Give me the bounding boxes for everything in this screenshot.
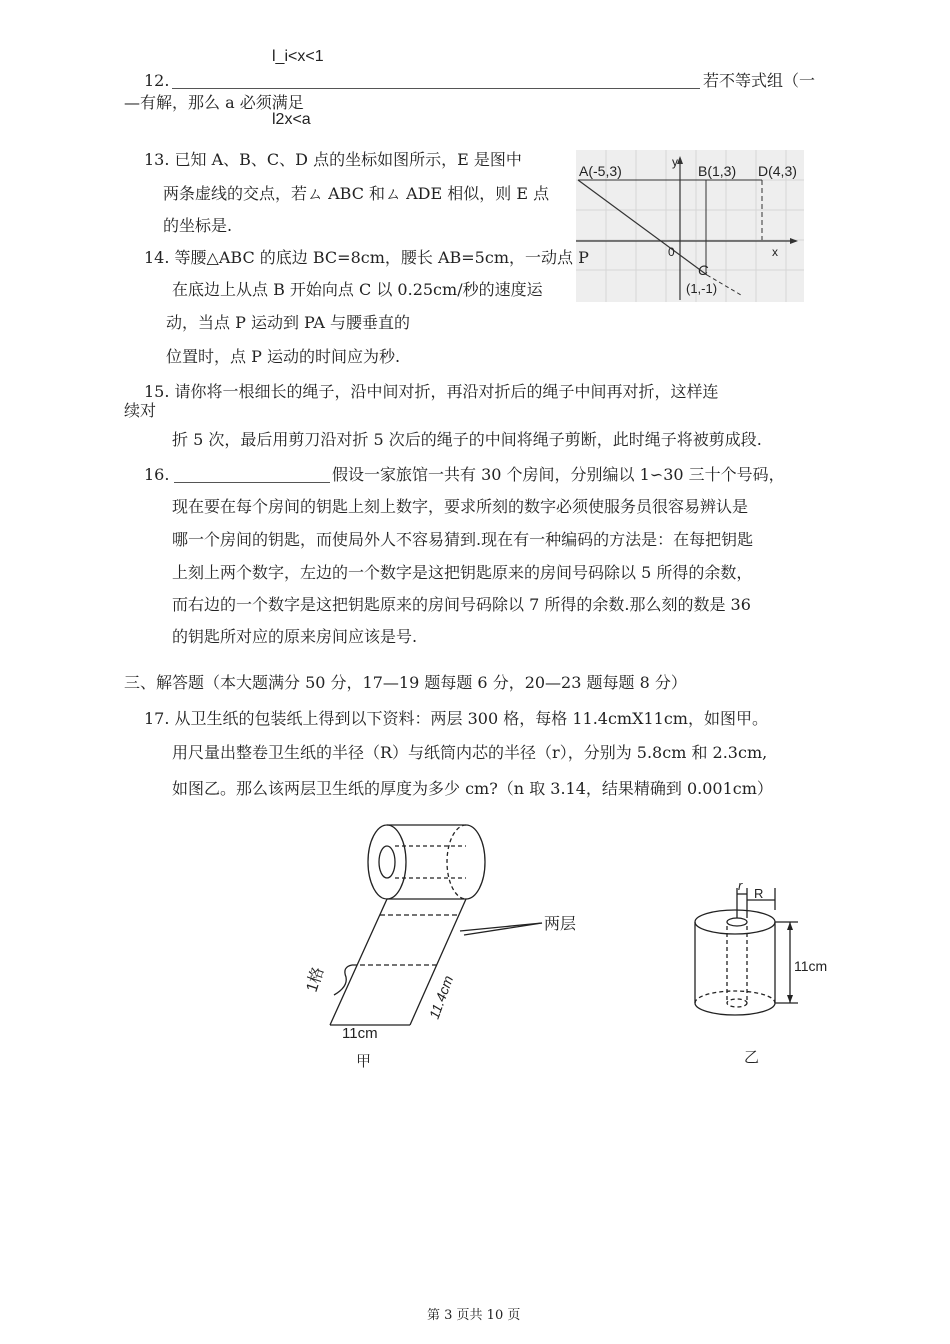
- label-length: 11.4cm: [425, 973, 457, 1022]
- label-x: x: [772, 245, 778, 259]
- roll-left-face: [368, 825, 406, 899]
- q17-line2: 用尺量出整卷卫生纸的半径（R）与纸筒内芯的半径（r），分别为 5.8cm 和 2.3cm,: [172, 743, 768, 762]
- caption-jia: 甲: [356, 1053, 372, 1070]
- q16-line1: 假设一家旅馆一共有 30 个房间，分别编以 1∽30 三十个号码，: [332, 465, 785, 484]
- q12-system-top: l_i<x<1: [272, 48, 324, 65]
- q15-line1: 15. 请你将一根细长的绳子，沿中间对折，再沿对折后的绳子中间再对折，这样连: [144, 382, 719, 401]
- label-width: 11cm: [342, 1025, 378, 1042]
- q15-line3: 折 5 次，最后用剪刀沿对折 5 次后的绳子的中间将绳子剪断，此时绳子将被剪成段.: [172, 430, 762, 449]
- label-a: A(-5,3): [579, 163, 622, 179]
- label-b: B(1,3): [698, 163, 737, 179]
- label-r: r: [738, 880, 743, 893]
- label-R: R: [754, 886, 764, 901]
- section3-heading: 三、解答题（本大题满分 50 分，17—19 题每题 6 分，20—23 题每题 8 分）: [124, 673, 687, 692]
- label-origin: 0: [668, 245, 675, 259]
- q14-line2: 在底边上从点 B 开始向点 C 以 0.25cm/秒的速度运: [172, 280, 543, 299]
- q12-line2: —有解，那么 a 必须满足: [124, 93, 304, 112]
- q15-line2: 续对: [124, 401, 157, 420]
- label-c-coord: (1,-1): [686, 281, 718, 296]
- label-cell: 1格: [303, 965, 328, 995]
- q17-line3: 如图乙。那么该两层卫生纸的厚度为多少 cm?（n 取 3.14，结果精确到 0.001cm）: [172, 779, 773, 798]
- cell-brace: [334, 965, 352, 995]
- q16-line5: 而右边的一个数字是这把钥匙原来的房间号码除以 7 所得的余数.那么刻的数是 36: [172, 595, 751, 614]
- figure-jia: [290, 815, 590, 1075]
- roll-right-face: [466, 825, 485, 899]
- figure-yi: [680, 880, 860, 1070]
- q12-system-bottom: l2x<a: [272, 111, 311, 128]
- q13-line3: 的坐标是.: [163, 216, 233, 235]
- q13-line2: 两条虚线的交点，若ㄙ ABC 和ㄙ ADE 相似，则 E 点: [163, 184, 550, 203]
- q13-line1: 13. 已知 A、B、C、D 点的坐标如图所示，E 是图中: [144, 150, 522, 169]
- q16-number: 16.: [144, 465, 170, 484]
- q17-line1: 17. 从卫生纸的包装纸上得到以下资料：两层 300 格，每格 11.4cmX11cm，如图甲。: [144, 709, 768, 728]
- page-footer: 第 3 页共 10 页: [427, 1308, 521, 1323]
- q14-line4: 位置时，点 P 运动的时间应为秒.: [166, 347, 401, 366]
- q14-line3: 动，当点 P 运动到 PA 与腰垂直的: [166, 313, 410, 332]
- q16-answer-blank: [174, 482, 330, 483]
- q12-answer-blank: [172, 88, 700, 89]
- sheet-left-edge: [330, 899, 387, 1025]
- cylinder-bottom: [695, 1003, 775, 1015]
- label-c: C: [698, 262, 709, 278]
- label-y: y: [672, 155, 678, 169]
- q16-line2: 现在要在每个房间的钥匙上刻上数字，要求所刻的数字必须使服务员很容易辨认是: [172, 497, 749, 516]
- q14-line1: 14. 等腰△ABC 的底边 BC=8cm，腰长 AB=5cm，一动点 P: [144, 248, 589, 267]
- q12-tail: 若不等式组（一: [703, 71, 816, 90]
- q16-line4: 上刻上两个数字，左边的一个数字是这把钥匙原来的房间号码除以 5 所得的余数，: [172, 563, 753, 582]
- q16-line3: 哪一个房间的钥匙，而使局外人不容易猜到.现在有一种编码的方法是：在每把钥匙: [172, 530, 754, 549]
- roll-core: [379, 846, 395, 878]
- coordinate-graph: [576, 150, 804, 302]
- label-d: D(4,3): [758, 163, 797, 179]
- label-layers: 两层: [544, 916, 577, 933]
- cylinder-core-top: [727, 918, 747, 926]
- caption-yi: 乙: [744, 1049, 760, 1066]
- q16-line6: 的钥匙所对应的原来房间应该是号.: [172, 627, 418, 646]
- label-height: 11cm: [794, 958, 828, 974]
- q12-number: 12.: [144, 71, 170, 90]
- cylinder-top: [695, 910, 775, 934]
